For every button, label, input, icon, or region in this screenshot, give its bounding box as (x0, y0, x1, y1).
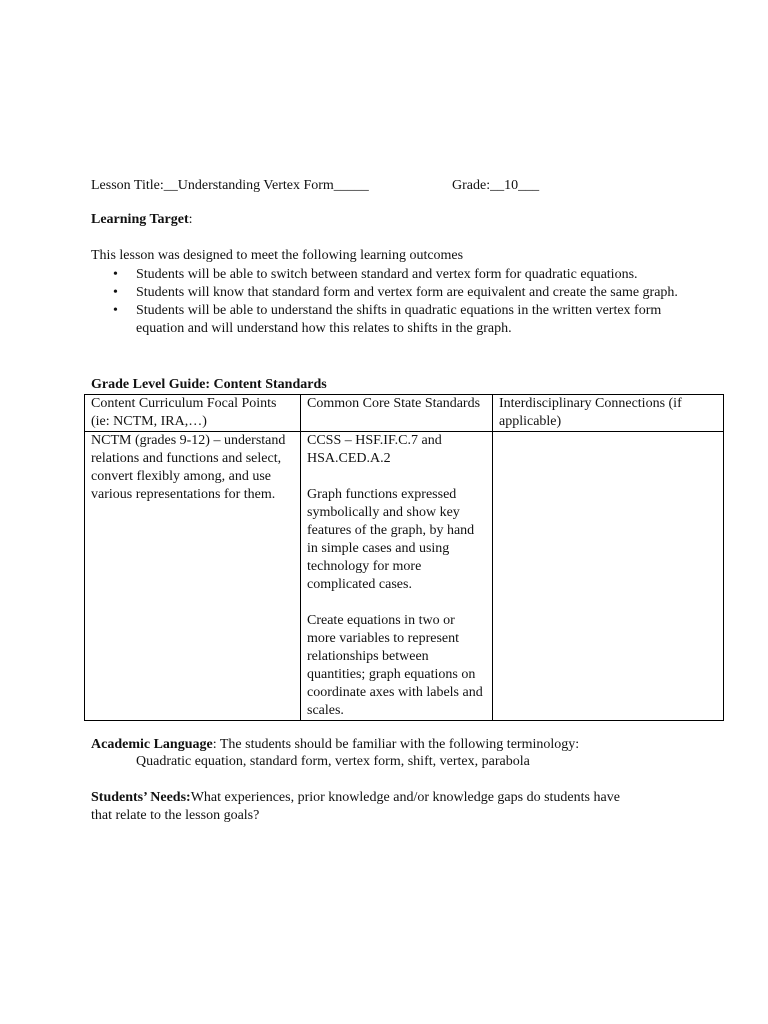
standards-heading: Grade Level Guide: Content Standards (91, 377, 327, 392)
ccss-graph-functions: Graph functions expressed symbolically and show key features of the graph, by hand in simple cases and using technology for more complicated cases. (307, 487, 475, 592)
academic-language-label: Academic Language (91, 737, 213, 752)
outcome-text: Students will know that standard form and vertex form are equivalent and create the same graph. (136, 285, 678, 300)
bullet-icon: • (113, 285, 118, 300)
table-header-row (85, 395, 724, 432)
students-needs-continued: that relate to the lesson goals? (91, 808, 260, 823)
cell-interdisciplinary (493, 432, 724, 721)
academic-language (91, 736, 579, 754)
outcome-text: Students will be able to switch between standard and vertex form for quadratic equations. (136, 267, 638, 282)
grade-level: Grade:__10___ (452, 178, 540, 193)
academic-language-text: : The students should be familiar with the following terminology: (212, 737, 580, 752)
learning-outcomes-list (91, 266, 691, 338)
ccss-create-equations: Create equations in two or more variables to represent relationships between quantities; graph equations on coordinate axes with labels and scales. (307, 613, 483, 718)
header-common-core: Common Core State Standards (301, 395, 493, 432)
bullet-icon: • (113, 267, 118, 282)
students-needs-label: Students’ Needs: (91, 790, 191, 805)
header-focal-points: Content Curriculum Focal Points (ie: NCTM, IRA,…) (85, 395, 301, 432)
students-needs-text: What experiences, prior knowledge and/or knowledge gaps do students have (190, 790, 620, 805)
cell-nctm: NCTM (grades 9-12) – understand relations and functions and select, convert flexibly among, and use various representations for them. (85, 432, 301, 721)
table-row (85, 432, 724, 721)
learning-target-heading (91, 211, 193, 229)
outcome-text: Students will be able to understand the shifts in quadratic equations in the written vertex form equation and will understand how this relates to shifts in the graph. (136, 303, 662, 336)
students-needs (91, 789, 620, 807)
standards-table (84, 394, 724, 721)
academic-terms: Quadratic equation, standard form, vertex form, shift, vertex, parabola (136, 754, 530, 769)
list-item (91, 284, 691, 302)
learning-target-label: Learning Target (91, 212, 189, 227)
header-interdisciplinary: Interdisciplinary Connections (if applicable) (493, 395, 724, 432)
learning-outcomes-intro: This lesson was designed to meet the following learning outcomes (91, 248, 464, 263)
cell-ccss (301, 432, 493, 721)
ccss-codes: CCSS – HSF.IF.C.7 and HSA.CED.A.2 (307, 433, 442, 466)
lesson-title: Lesson Title:__Understanding Vertex Form_____ (91, 178, 369, 193)
list-item (91, 266, 691, 284)
list-item (91, 302, 691, 338)
bullet-icon: • (113, 303, 118, 318)
learning-target-colon: : (188, 212, 193, 227)
